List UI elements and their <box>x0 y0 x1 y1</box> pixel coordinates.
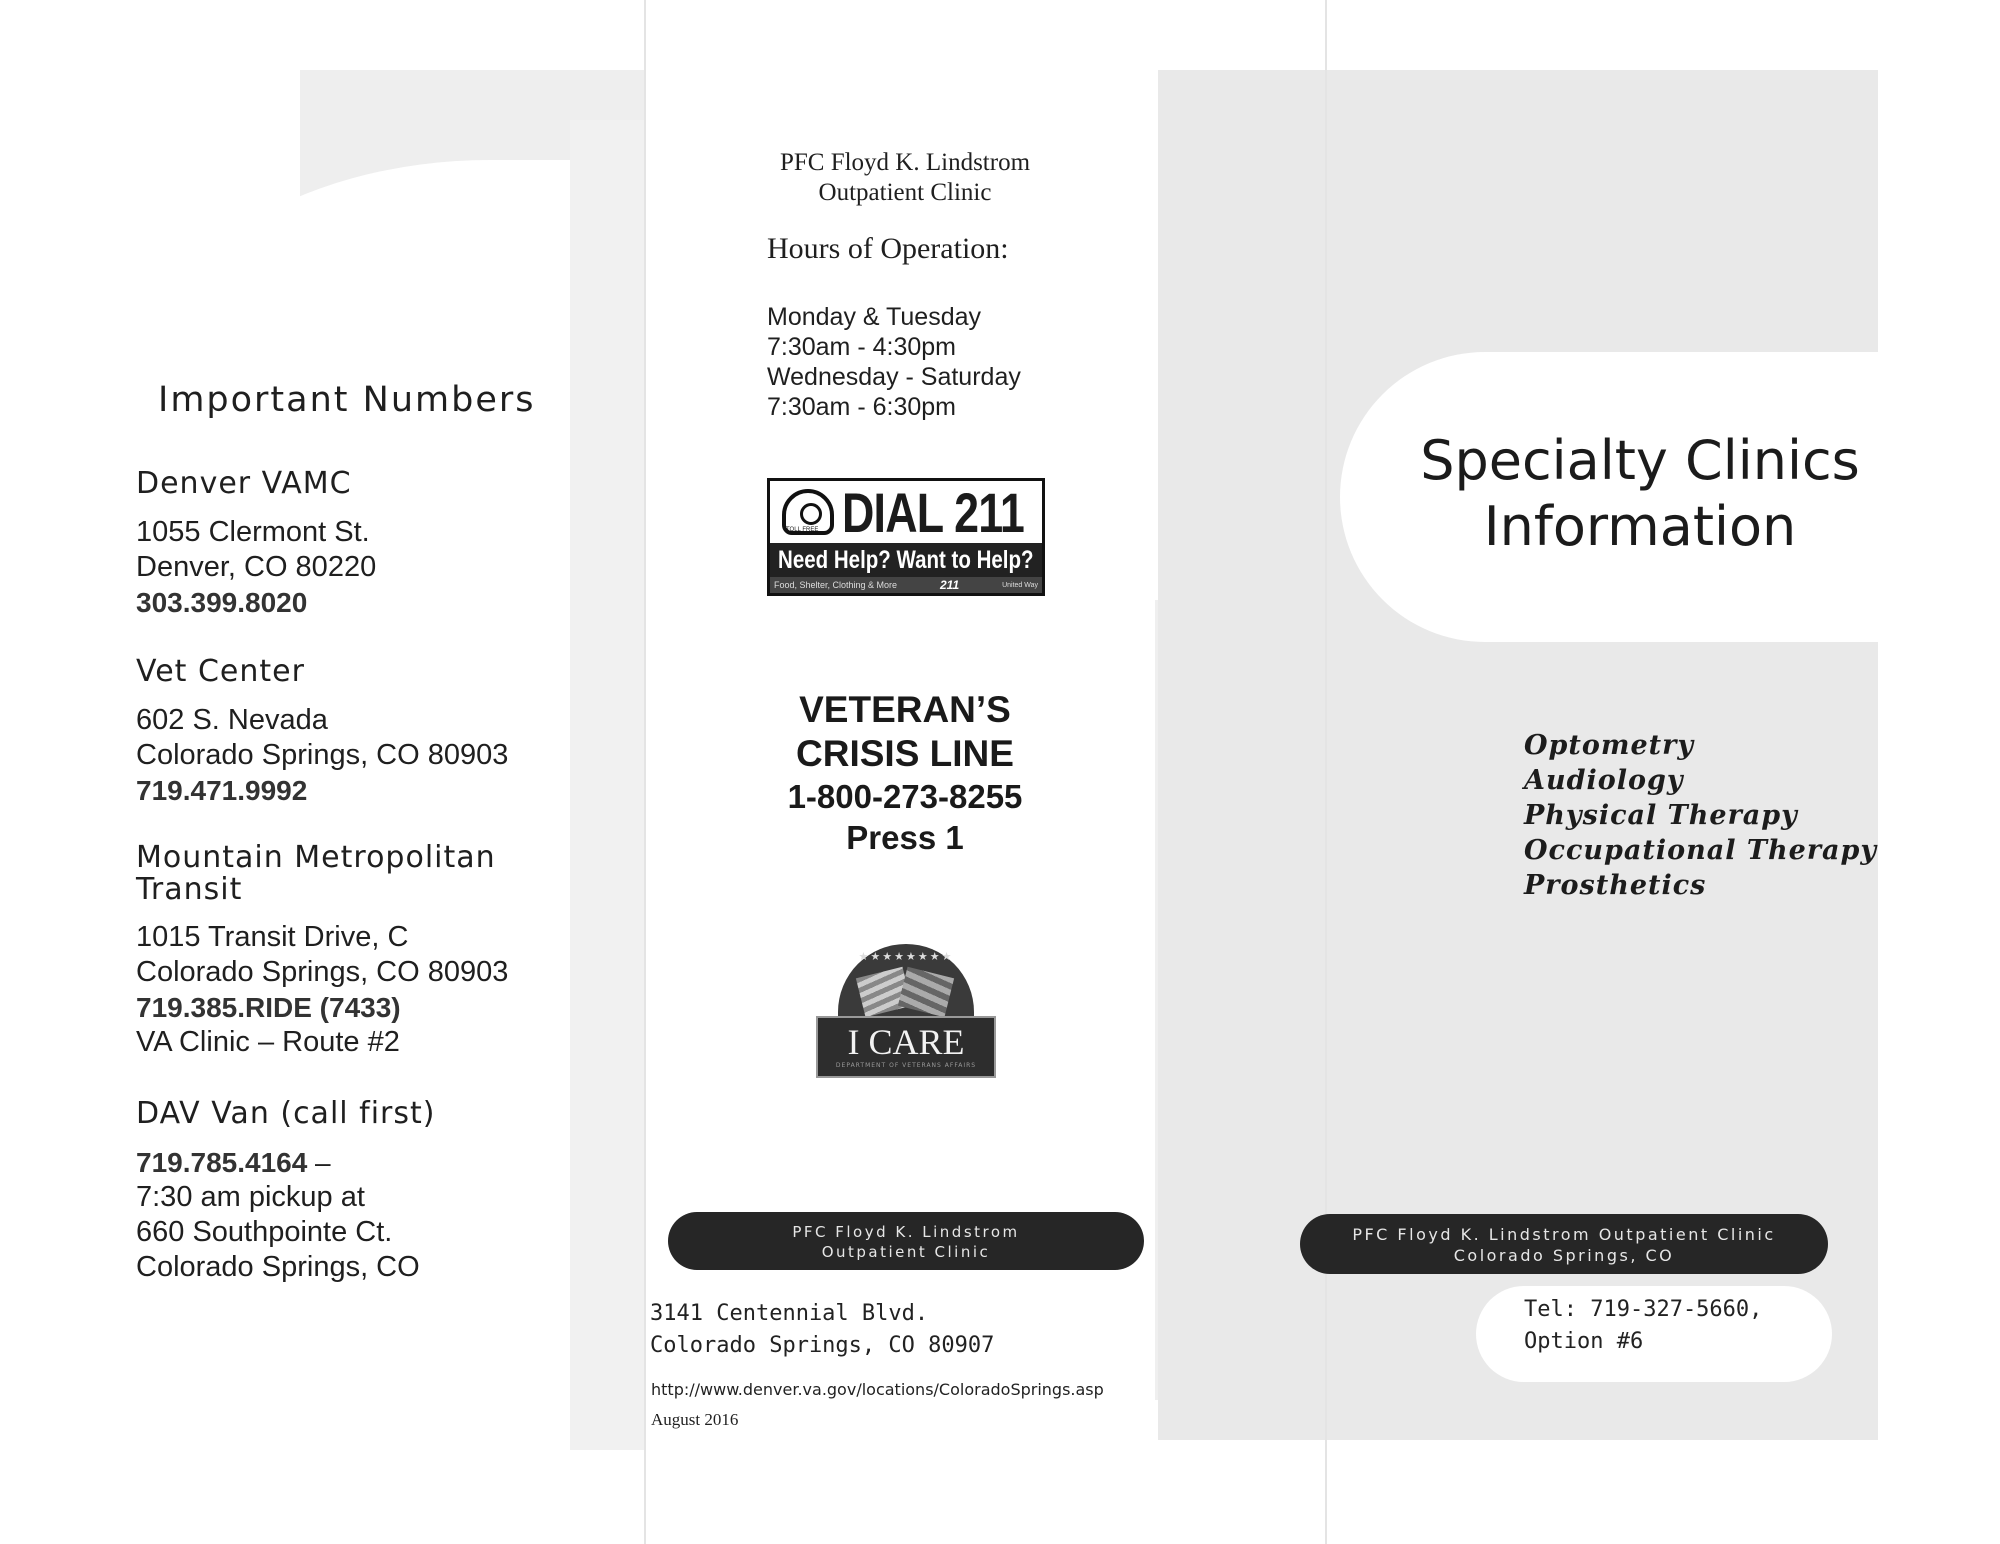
title-line: Specialty Clinics <box>1420 429 1860 492</box>
entry-vet-center <box>136 654 508 808</box>
entry-detail-line: 7:30 am pickup at <box>136 1181 365 1213</box>
entry-address-line: Colorado Springs, CO 80903 <box>136 956 509 988</box>
address-line: 3141 Centennial Blvd. <box>650 1301 929 1326</box>
entry-phone: 303.399.8020 <box>136 587 308 618</box>
dial-211-footer-bar <box>770 577 1042 593</box>
hours-line: 7:30am - 6:30pm <box>767 393 956 421</box>
entry-name: Mountain Metropolitan <box>136 840 496 875</box>
dial-211-subtitle-bar <box>770 543 1042 577</box>
entry-name: Denver VAMC <box>136 466 352 501</box>
pill-line: Colorado Springs, CO <box>1453 1246 1675 1265</box>
logo-text: I CARE <box>847 1022 965 1062</box>
dial-211-badge: 211 <box>940 578 960 592</box>
crisis-line-phone: 1-800-273-8255 <box>787 778 1023 815</box>
dial-211-sign <box>767 478 1045 596</box>
entry-address-line: Denver, CO 80220 <box>136 551 377 583</box>
entry-phone: 719.785.4164 <box>136 1147 308 1178</box>
service-item: Optometry <box>1524 730 1695 761</box>
service-item: Prosthetics <box>1524 870 1707 901</box>
clinic-address <box>650 1298 994 1362</box>
clinic-website-url[interactable]: http://www.denver.va.gov/locations/ColoradoSprings.asp <box>651 1380 1104 1399</box>
clinic-name-heading <box>700 148 1110 208</box>
i-care-logo <box>816 944 996 1084</box>
logo-plate <box>816 1016 996 1078</box>
services-list <box>1524 728 1877 903</box>
crisis-line-title: CRISIS LINE <box>796 733 1014 774</box>
service-item: Audiology <box>1524 765 1684 796</box>
middle-panel-left-shade <box>570 120 646 1450</box>
united-way-label: United Way <box>1002 581 1038 589</box>
entry-name: Vet Center <box>136 654 305 689</box>
entry-detail-line: Colorado Springs, CO <box>136 1251 420 1283</box>
entry-address-line: 1055 Clermont St. <box>136 516 370 548</box>
entry-dav-van <box>136 1096 435 1285</box>
hours-heading: Hours of Operation: <box>767 232 1009 265</box>
entry-name: DAV Van (call first) <box>136 1096 436 1131</box>
entry-detail-line: 660 Southpointe Ct. <box>136 1216 393 1248</box>
dial-211-subtitle: Need Help? Want to Help? <box>778 545 1034 574</box>
toll-free-label: TOLL FREE <box>786 527 819 533</box>
address-line: Colorado Springs, CO 80907 <box>650 1333 995 1358</box>
service-item: Occupational Therapy <box>1524 835 1878 866</box>
right-clinic-pill <box>1300 1214 1828 1274</box>
crisis-line-block <box>740 688 1070 858</box>
telephone-info <box>1524 1294 1762 1358</box>
hours-line: Monday & Tuesday <box>767 303 982 331</box>
clinic-name-line: Outpatient Clinic <box>818 179 992 206</box>
fold-line-left <box>644 0 646 1544</box>
logo-subtext: DEPARTMENT OF VETERANS AFFAIRS <box>835 1062 977 1069</box>
fold-line-right <box>1325 0 1327 1544</box>
hours-line: Wednesday - Saturday <box>767 363 1021 391</box>
crisis-line-press: Press 1 <box>846 819 964 856</box>
telephone-line: Option #6 <box>1524 1329 1644 1354</box>
crisis-line-title: VETERAN’S <box>799 689 1011 730</box>
left-panel-white-curve <box>130 160 600 1500</box>
dial-211-footer: Food, Shelter, Clothing & More <box>774 580 898 590</box>
telephone-line: Tel: 719-327-5660, <box>1524 1297 1763 1322</box>
title-line: Information <box>1483 495 1797 558</box>
middle-clinic-pill <box>668 1212 1144 1270</box>
entry-name: Transit <box>136 872 243 907</box>
service-item: Physical Therapy <box>1524 800 1798 831</box>
entry-route: VA Clinic – Route #2 <box>136 1026 400 1058</box>
entry-phone: 719.385.RIDE (7433) <box>136 992 401 1023</box>
entry-phone-row <box>136 1145 435 1180</box>
pill-line: PFC Floyd K. Lindstrom <box>792 1223 1020 1241</box>
clinic-name-line: PFC Floyd K. Lindstrom <box>779 149 1031 176</box>
pill-line: PFC Floyd K. Lindstrom Outpatient Clinic <box>1352 1225 1776 1244</box>
entry-address-line: 602 S. Nevada <box>136 704 328 736</box>
dial-211-header <box>770 481 1042 543</box>
logo-stars: ★★★★★★★★ <box>858 950 954 963</box>
entry-denver-vamc <box>136 466 376 620</box>
entry-phone: 719.471.9992 <box>136 775 308 806</box>
important-numbers-heading: Important Numbers <box>158 380 536 420</box>
entry-dash: – <box>307 1147 331 1178</box>
entry-address-line: 1015 Transit Drive, C <box>136 921 409 953</box>
entry-address-line: Colorado Springs, CO 80903 <box>136 739 509 771</box>
hours-line: 7:30am - 4:30pm <box>767 333 956 361</box>
hours-list <box>767 302 1021 422</box>
specialty-clinics-title <box>1380 428 1900 560</box>
dial-211-title: DIAL 211 <box>842 480 1025 544</box>
entry-mountain-metro-transit <box>136 842 508 1060</box>
publication-date: August 2016 <box>651 1410 739 1429</box>
pill-line: Outpatient Clinic <box>821 1243 991 1261</box>
